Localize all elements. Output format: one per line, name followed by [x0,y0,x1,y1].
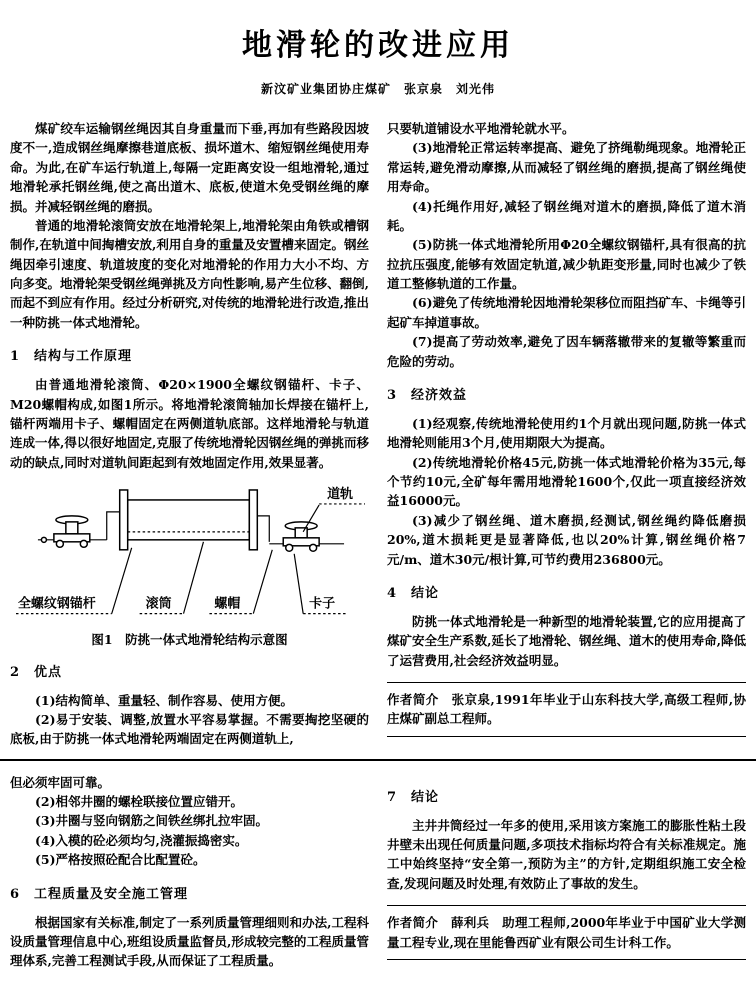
section7-heading: 7 结论 [387,789,440,805]
list-item: (4)托绳作用好,减轻了钢丝绳对道木的磨损,降低了道木消耗。 [387,198,746,233]
left-clamp-roller [56,540,63,547]
list-item: (3)地滑轮正常运转率提高、避免了挤绳勒绳现象。地滑轮正常运转,避免滑动摩擦,从而减轻了钢丝绳的磨损,提高了钢丝绳使用寿命。 [387,140,746,195]
paragraph: 防挑一体式地滑轮是一种新型的地滑轮装置,它的应用提高了煤矿安全生产系数,延长了地滑轮、钢丝绳、道木的使用寿命,降低了运营费用,社会经济效益明显。 [387,613,746,668]
figure-label-clamp: 卡子 [309,596,336,612]
left-bracket [107,512,120,540]
author-bio-text: 作者简介 张京泉,1991年毕业于山东科技大学,高级工程师,协庄煤矿副总工程师。 [387,692,746,727]
article2-left-column [10,773,369,971]
author-bio-box [387,682,746,737]
right-clamp-roller [286,544,293,551]
left-clamp-stem [66,522,78,534]
pulley-structure-diagram [10,480,369,628]
list-item: (5)防挑一体式地滑轮所用Φ20全螺纹钢锚杆,具有很高的抗拉抗压强度,能够有效固定轨道,减少轨距变形量,同时也减少了铁道工整修轨道的工作量。 [387,237,746,291]
figure1-diagram [10,480,369,628]
section2-heading: 2 优点 [10,664,63,680]
article1-left-column [10,119,369,749]
paragraph: 根据国家有关标准,制定了一系列质量管理细则和办法,工程科设质量管理信息中心,班组设质量监督员,形成较完整的工程质量管理体系,完善工程测试手段,从而保证了工程质量。 [10,914,369,969]
list-item: (1)结构简单、重量轻、制作容易、使用方便。 [35,692,294,708]
right-clamp-roller [310,544,317,551]
list-item: (3)减少了钢丝绳、道木磨损,经测试,钢丝绳约降低磨损20%,道木损耗更是显著降低,也以20%计算,钢丝绳价格7元/m、道木30元/根计算,可节约费用236800元。 [387,512,746,567]
section3-heading: 3 经济效益 [387,387,468,403]
left-rod-end [41,537,46,542]
article2-right-column [387,773,746,971]
list-item: (5)严格按照砼配合比配置砼。 [35,852,206,868]
drum-flange-left [120,490,128,550]
right-clamp-stem [295,528,307,538]
nut-leader-line [253,550,272,614]
page-title: 地滑轮的改进应用 [242,28,514,63]
drum-flange-right [249,490,257,550]
list-item: (7)提高了劳动效率,避免了因车辆落辙带来的复辙等繁重而危险的劳动。 [387,334,746,369]
author-bio-text: 作者简介 薛利兵 助理工程师,2000年毕业于中国矿业大学测量工程专业,现在里能鲁西矿业有限公司生计科工作。 [387,915,746,950]
article-separator-rule [0,759,756,761]
list-item: (6)避免了传统地滑轮因地滑轮架移位而阻挡矿车、卡绳等引起矿车掉道事故。 [387,295,746,330]
paragraph: 由普通地滑轮滚筒、Φ20×1900全螺纹钢锚杆、卡子、M20螺帽构成,如图1所示。将地滑轮滚筒轴加长焊接在锚杆上,锚杆两端用卡子、螺帽固定在两侧道轨底部。这样地滑轮与轨道连成一体,得以很好地固定,克服了传统地滑轮因钢丝绳的弹挑而移动的缺点,同时对道轨间距起到有效地固定作用,效果显著。 [10,377,369,470]
paragraph: 普通的地滑轮滚筒安放在地滑轮架上,地滑轮架由角铁或槽钢制作,在轨道中间掏槽安放,利用自身的重量及安置槽来固定。钢丝绳因牵引速度、轨道坡度的变化对地滑轮的作用力大小不均、方向多变。地滑轮架受钢丝绳弹挑及方向性影响,易产生位移、翻倒,而起不到应有作用。经过分析研究,对传统的地滑轮进行改造,推出一种防挑一体式地滑轮。 [10,217,369,330]
paragraph-continuation: 只要轨道铺设水平地滑轮就水平。 [387,121,575,136]
paragraph: 煤矿绞车运输钢丝绳因其自身重量而下垂,再加有些路段因坡度不一,造成钢丝绳摩擦巷道底板、损坏道木、缩短钢丝绳使用寿命。为此,在矿车运行轨道上,每隔一定距离安设一组地滑轮,通过地滑轮承托钢丝绳,使之高出道木、底板,使道木免受钢丝绳的摩损。并减轻钢丝绳的磨损。 [10,121,369,214]
figure-label-anchor-rod: 全螺纹钢锚杆 [17,596,96,612]
list-item: (1)经观察,传统地滑轮使用约1个月就出现问题,防挑一体式地滑轮则能用3个月,使用期限大为提高。 [387,415,746,451]
section4-heading: 4 结论 [387,585,440,601]
article2-columns [10,773,746,971]
clamp-leader-line [294,554,303,614]
paragraph: 主井井筒经过一年多的使用,采用该方案施工的膨胀性粘土段井壁未出现任何质量问题,多项技术指标均符合有关标准规定。施工中始终坚持“安全第一,预防为主”的方针,定期组织施工安全检查,发现问题及时处理,有效防止了事故的发生。 [387,817,746,891]
anchor-leader-line [112,548,132,614]
figure-label-nut: 螺帽 [214,596,241,612]
author-bio-box [387,905,746,960]
article1-right-column [387,119,746,749]
list-item: (2)易于安装、调整,放置水平容易掌握。不需要掏挖坚硬的底板,由于防挑一体式地滑轮两端固定在两侧道轨上, [10,711,369,747]
right-bracket [257,516,269,542]
list-item: (4)入模的砼必须均匀,浇灌振捣密实。 [35,832,248,848]
drum-body [128,500,250,540]
figure-label-rail: 道轨 [327,486,354,502]
byline: 新汶矿业集团协庄煤矿 张京泉 刘光伟 [260,82,495,96]
drum-leader-line [184,542,204,614]
list-item: (3)井圈与竖向钢筋之间铁丝绑扎拉牢固。 [35,813,269,829]
paragraph-continuation: 但必须牢固可靠。 [10,774,111,790]
article1-columns [10,119,746,749]
list-item: (2)相邻井圈的螺栓联接位置应错开。 [35,794,244,810]
figure-label-drum: 滚筒 [145,596,172,612]
section6-heading: 6 工程质量及安全施工管理 [10,886,189,902]
figure1-caption: 图1 防挑一体式地滑轮结构示意图 [91,631,288,647]
section1-heading: 1 结构与工作原理 [10,349,133,365]
list-item: (2)传统地滑轮价格45元,防挑一体式地滑轮价格为35元,每个节约10元,全矿每年需用地滑轮1600个,仅此一项直接经济效益16000元。 [387,454,746,509]
left-clamp-roller [80,540,87,547]
